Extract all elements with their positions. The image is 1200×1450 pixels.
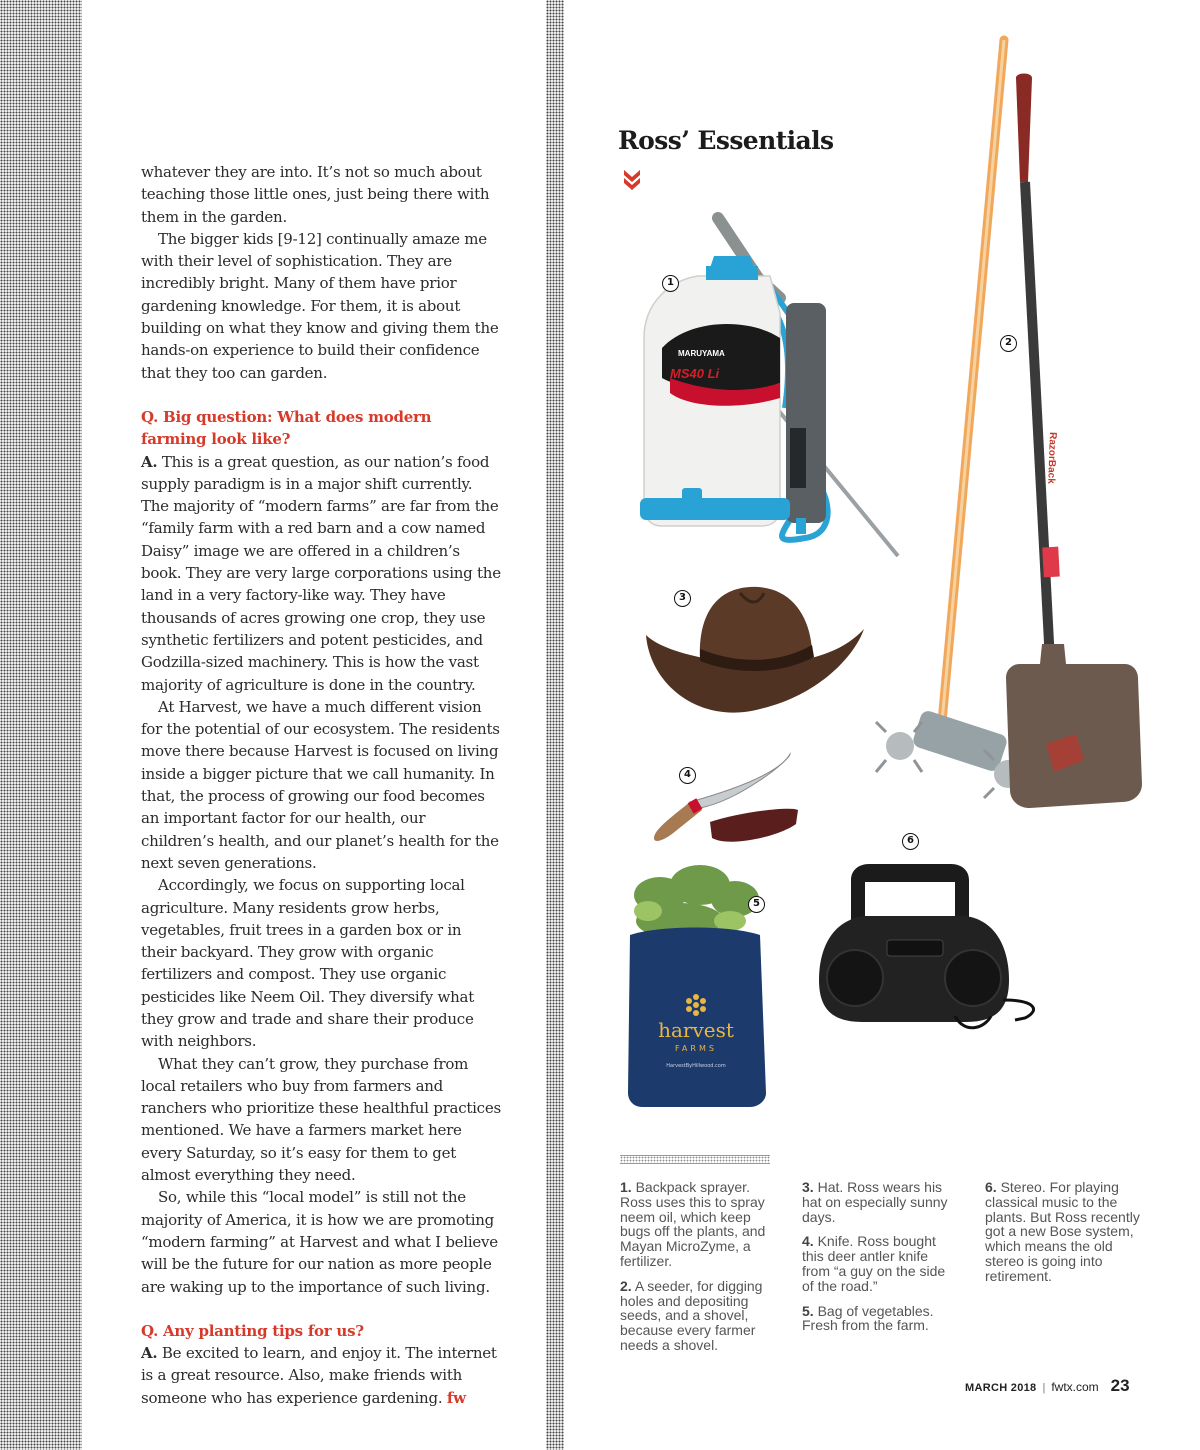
question-heading: Q. Big question: What does modern farming look like? [141, 407, 432, 449]
sprayer-brand-label: MARUYAMA [678, 349, 725, 358]
issue-date: MARCH 2018 [965, 1382, 1037, 1394]
caption-number: 5. [802, 1302, 814, 1319]
question-heading: Q. Any planting tips for us? [141, 1321, 364, 1340]
caption-text: Hat. Ross wears his hat on especially sunny days. [802, 1179, 948, 1225]
caption-number: 6. [985, 1179, 997, 1195]
caption-number: 2. [620, 1277, 632, 1294]
website-link[interactable]: fwtx.com [1051, 1380, 1099, 1394]
bag-url-label: HarvestByHillwood.com [666, 1063, 726, 1069]
page-footer [965, 1376, 1130, 1396]
caption-item [802, 1234, 950, 1293]
caption-text: Stereo. For playing classical music to the plants. But Ross recently got a new Bose system, which means the old stereo is going into retirement. [985, 1179, 1140, 1284]
answer-paragraph [141, 1342, 501, 1409]
captions-divider [620, 1155, 770, 1164]
hat-illustration [640, 585, 870, 725]
item-number-badge: 6 [902, 833, 919, 850]
caption-item [802, 1180, 950, 1224]
caption-text: Bag of vegetables. Fresh from the farm. [802, 1302, 934, 1334]
item-number-badge: 5 [748, 896, 765, 913]
article-paragraph: What they can’t grow, they purchase from local retailers who buy from farmers and ranchers who prioritize these healthful practices mentioned. We have a farmers market here every Saturday, so it’s easy for them to get almost everything they need. [141, 1054, 501, 1185]
answer-text: This is a great question, as our nation’s food supply paradigm is in a major shift currently. The majority of “modern farms” are far from the “family farm with a red barn and a cow named Daisy” image we are offered in a children’s book. They are very large corporations using the land in a very factory-like way. They have thousands of acres growing one crop, they use synthetic fertilizers and potent pesticides, and Godzilla-sized machinery. This is how the vast majority of agriculture is done in the country. [141, 452, 501, 694]
sidebar-title: Ross’ Essentials [618, 126, 834, 155]
article-paragraph: whatever they are into. It’s not so much about teaching those little ones, just being there with them in the garden. [141, 163, 490, 226]
caption-text: Backpack sprayer. Ross uses this to spray neem oil, which keep bugs off the plants, and Mayan MicroZyme, a fertilizer. [620, 1179, 766, 1269]
caption-text: Knife. Ross bought this deer antler knife from “a guy on the side of the road.” [802, 1233, 946, 1294]
sprayer-model-label: MS40 Li [670, 366, 720, 381]
item-number-badge: 4 [679, 767, 696, 784]
caption-column [802, 1180, 950, 1343]
caption-item [620, 1180, 776, 1269]
caption-item [802, 1304, 950, 1334]
caption-number: 1. [620, 1179, 632, 1195]
knife-illustration [650, 752, 800, 852]
item-number-badge: 3 [674, 590, 691, 607]
caption-column [985, 1180, 1145, 1294]
seeder-brand-label: RazorBack [1045, 431, 1058, 484]
bag-brand-label: harvest [658, 1018, 734, 1042]
footer-separator: | [1042, 1382, 1046, 1394]
caption-number: 3. [802, 1179, 814, 1195]
caption-item [985, 1180, 1145, 1284]
item-number-badge: 2 [1000, 335, 1017, 352]
page-number: 23 [1110, 1376, 1130, 1395]
halftone-border-left [0, 0, 82, 1450]
signoff-mark: fw [446, 1388, 466, 1407]
answer-paragraph [141, 451, 501, 696]
answer-lead: A. [141, 452, 158, 471]
item-number-badge: 1 [662, 275, 679, 292]
caption-item [620, 1279, 776, 1353]
bag-sub-label: FARMS [675, 1044, 717, 1053]
caption-column [620, 1180, 776, 1363]
caption-number: 4. [802, 1233, 814, 1250]
article-paragraph: So, while this “local model” is still not the majority of America, it is how we are promoting “modern farming” at Harvest and what I believe will be the future for our nation as more people are waking up to the importance of such living. [141, 1188, 498, 1296]
caption-text: A seeder, for digging holes and depositing seeds, and a shovel, because every farmer needs a shovel. [620, 1277, 763, 1353]
article-column [141, 161, 501, 1409]
seeder-and-shovel-illustration [870, 32, 1155, 812]
answer-text: Be excited to learn, and enjoy it. The internet is a great resource. Also, make friends with someone who has experience gardening. [141, 1344, 497, 1407]
article-paragraph: At Harvest, we have a much different vision for the potential of our ecosystem. The residents move there because Harvest is focused on living inside a bigger picture that we call humanity. In that, the process of growing our food becomes an important factor for our health, our children’s health, and our planet’s health for the next seven generations. [141, 697, 500, 872]
stereo-illustration [815, 860, 1045, 1030]
article-paragraph: The bigger kids [9-12] continually amaze me with their level of sophistication. They are incredibly bright. Many of them have prior gardening knowledge. For them, it is about building on what they know and giving them the hands-on experience to build their confidence that they too can garden. [141, 229, 499, 382]
article-paragraph: Accordingly, we focus on supporting local agriculture. Many residents grow herbs, vegetables, fruit trees in a garden box or in their backyard. They grow with organic fertilizers and compost. They use organic pesticides like Neem Oil. They diversify what they grow and trade and share their produce with neighbors. [141, 876, 474, 1051]
halftone-column-divider [546, 0, 564, 1450]
answer-lead: A. [141, 1344, 158, 1363]
backpack-sprayer-illustration [630, 188, 910, 568]
